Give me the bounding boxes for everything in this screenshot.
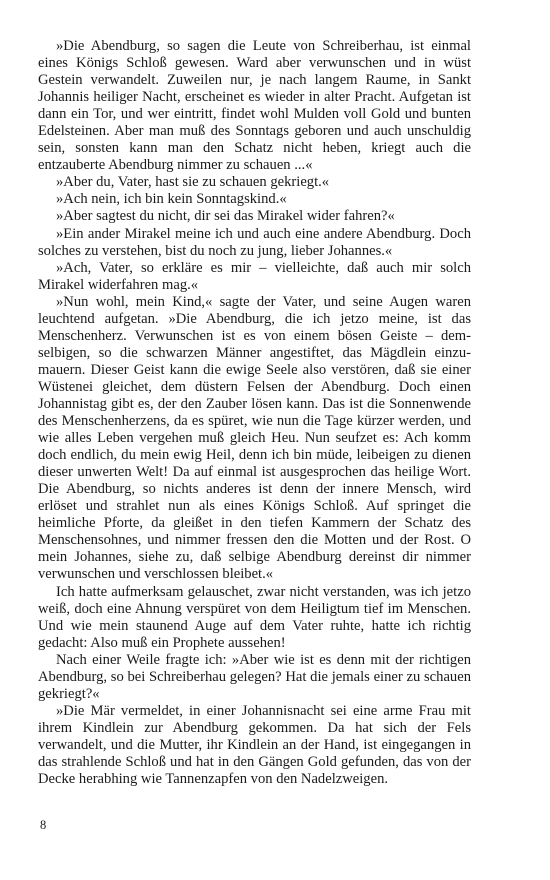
page-number: 8: [40, 818, 47, 832]
paragraph-9: Nach einer Weile fragte ich: »Aber wie ist es denn mit der richtigen Abendburg, so bei Schreiberhau gelegen? Hat die jemals einer zu schauen gekriegt?«: [38, 651, 471, 702]
paragraph-1: »Die Abendburg, so sagen die Leute von Schreiberhau, ist einmal eines Königs Schloß gewesen. Ward aber verwunschen und in wüst Gestein verwandelt. Zuweilen nur, je nach langem Raume, in Sankt Johannis heiliger Nacht, erscheinet es wieder in alter Pracht. Aufgetan ist dann ein Tor, und wer eintritt, findet wohl Mulden voll Gold und bunten Edelsteinen. Aber man muß des Sonntags geboren und auch unschuldig sein, sonsten kann man den Schatz nicht heben, kriegt auch die entzauberte Abendburg nimmer zu schauen ...«: [38, 38, 471, 174]
paragraph-6: »Ach, Vater, so erkläre es mir – vielleichte, daß auch mir solch Mirakel widerfahren mag.«: [38, 259, 471, 293]
paragraph-7: »Nun wohl, mein Kind,« sagte der Vater, und seine Augen waren leuchtend aufgetan. »Die Abendburg, die ich jetzo meine, ist das Menschenherz. Verwunschen ist es von einem bösen Geiste – dem-selbigen, so die schwarzen Männer angestiftet, das Mägdlein einzu-mauern. Dieser Geist kann die ewige Seele also verstören, daß sie einer Wüstenei gleichet, dem düstern Felsen der Abendburg. Doch einen Johannistag gibt es, der den Zauber lösen kann. Das ist die Sonnenwende des Menschenherzens, da es spüret, wie nun die Tage kürzer werden, und wie alles Leben vergehen muß gleich Heu. Nun seufzet es: Ach komm doch endlich, du mein ewig Heil, denn ich bin müde, leibeigen zu dienen dieser unwerten Welt! Da auf einmal ist ausgesprochen das heilige Wort. Die Abendburg, so nichts anderes ist denn der innere Mensch, wird erlöset und strahlet nun als eines Königs Schloß. Auf springet die heimliche Pforte, da gleißet in den tiefen Kammern der Schatz des Menschensohnes, und nimmer fressen den die Motten und der Rost. O mein Johannes, siehe zu, daß selbige Abendburg dereinst dir nimmer verwunschen und verschlossen bleibet.«: [38, 293, 471, 583]
book-page-text: [38, 38, 471, 788]
paragraph-5: »Ein ander Mirakel meine ich und auch eine andere Abendburg. Doch solches zu verstehen, bist du noch zu jung, lieber Johannes.«: [38, 225, 471, 259]
paragraph-2: »Aber du, Vater, hast sie zu schauen gekriegt.«: [56, 174, 330, 191]
paragraph-8: Ich hatte aufmerksam gelauschet, zwar nicht verstanden, was ich jetzo weiß, doch eine Ahnung verspüret von dem Heiligtum tief im Menschen. Und wie mein staunend Auge auf dem Vater ruhte, hatte ich richtig gedacht: Also muß ein Prophete aussehen!: [38, 583, 471, 651]
paragraph-4: »Aber sagtest du nicht, dir sei das Mirakel wider fahren?«: [56, 208, 395, 225]
paragraph-10: »Die Mär vermeldet, in einer Johannisnacht sei eine arme Frau mit ihrem Kindlein zur Abendburg gekommen. Da hat sich der Fels verwandelt, und die Mutter, ihr Kindlein an der Hand, ist eingegangen in das strahlende Schloß und hat in den Gängen Gold gefunden, das von der Decke herabhing wie Tannenzapfen von den Nadelzweigen.: [38, 702, 471, 788]
paragraph-3: »Ach nein, ich bin kein Sonntagskind.«: [56, 191, 287, 208]
